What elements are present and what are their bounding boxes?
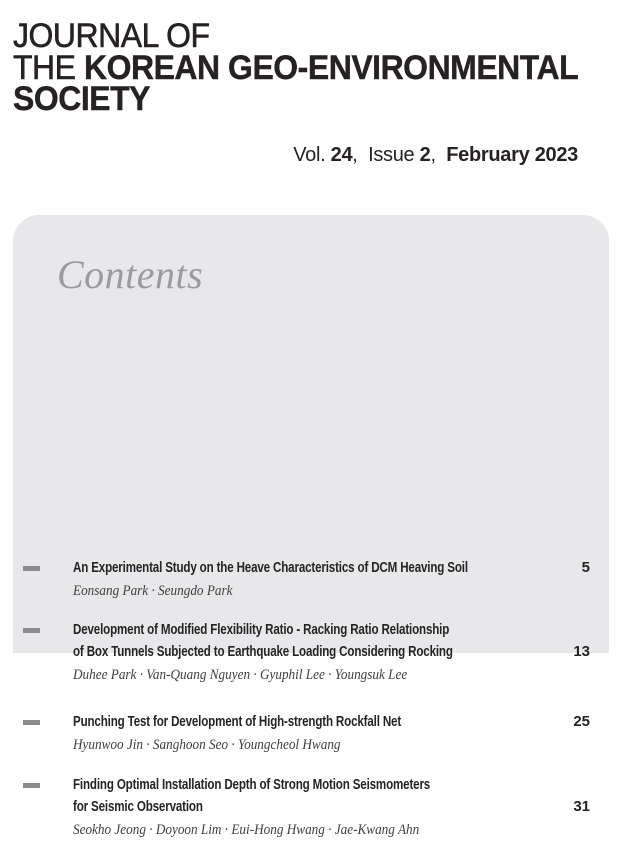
journal-title-the: THE xyxy=(13,48,76,87)
journal-title-line1: JOURNAL OF xyxy=(13,17,210,55)
separator: , xyxy=(430,144,447,166)
issue-date: February 2023 xyxy=(446,144,578,166)
article-page-number[interactable]: 5 xyxy=(581,559,590,576)
journal-title-society-name: KOREAN GEO-ENVIRONMENTAL xyxy=(83,48,579,87)
article-title-line: Development of Modified Flexibility Ratio - Racking Ratio Relationship xyxy=(73,622,450,638)
article-title-line: for Seismic Observation xyxy=(73,799,203,815)
article-title[interactable] xyxy=(73,711,487,733)
toc-entry xyxy=(73,557,591,602)
article-title-line: Punching Test for Development of High-strength Rockfall Net xyxy=(73,714,402,730)
entry-dash-icon xyxy=(23,566,40,571)
entry-dash-icon xyxy=(23,720,40,725)
article-authors: Hyunwoo Jin · Sanghoon Seo · Youngcheol Hwang xyxy=(73,737,341,753)
article-title[interactable] xyxy=(73,774,487,818)
entry-dash-icon xyxy=(23,783,40,788)
article-authors: Duhee Park · Van-Quang Nguyen · Gyuphil Lee · Youngsuk Lee xyxy=(73,667,408,683)
article-title-line: Finding Optimal Installation Depth of Strong Motion Seismometers xyxy=(73,777,431,793)
article-title-line: An Experimental Study on the Heave Characteristics of DCM Heaving Soil xyxy=(73,560,468,576)
toc-entry xyxy=(73,619,591,686)
issue-info xyxy=(0,144,578,166)
article-authors: Seokho Jeong · Doyoon Lim · Eui-Hong Hwang · Jae-Kwang Ahn xyxy=(73,822,420,838)
article-page-number[interactable]: 25 xyxy=(573,713,590,730)
article-title[interactable] xyxy=(73,557,487,579)
contents-panel xyxy=(13,215,609,838)
article-title-line: of Box Tunnels Subjected to Earthquake Loading Considering Rocking xyxy=(73,644,453,660)
issue-label: Issue xyxy=(368,144,420,166)
toc-entry xyxy=(73,711,591,756)
entry-dash-icon xyxy=(23,628,40,633)
article-authors: Eonsang Park · Seungdo Park xyxy=(73,583,233,599)
journal-title-line3: SOCIETY xyxy=(13,80,151,118)
article-page-number[interactable]: 13 xyxy=(573,643,590,660)
article-page-number[interactable]: 31 xyxy=(573,798,590,815)
contents-heading: Contents xyxy=(57,252,204,297)
issue-number: 2 xyxy=(419,144,431,166)
vol-number: 24 xyxy=(330,144,353,166)
article-title[interactable] xyxy=(73,619,487,663)
toc-entry xyxy=(73,774,591,841)
journal-masthead xyxy=(13,17,579,118)
vol-label: Vol. xyxy=(293,144,331,166)
separator: , xyxy=(352,144,369,166)
